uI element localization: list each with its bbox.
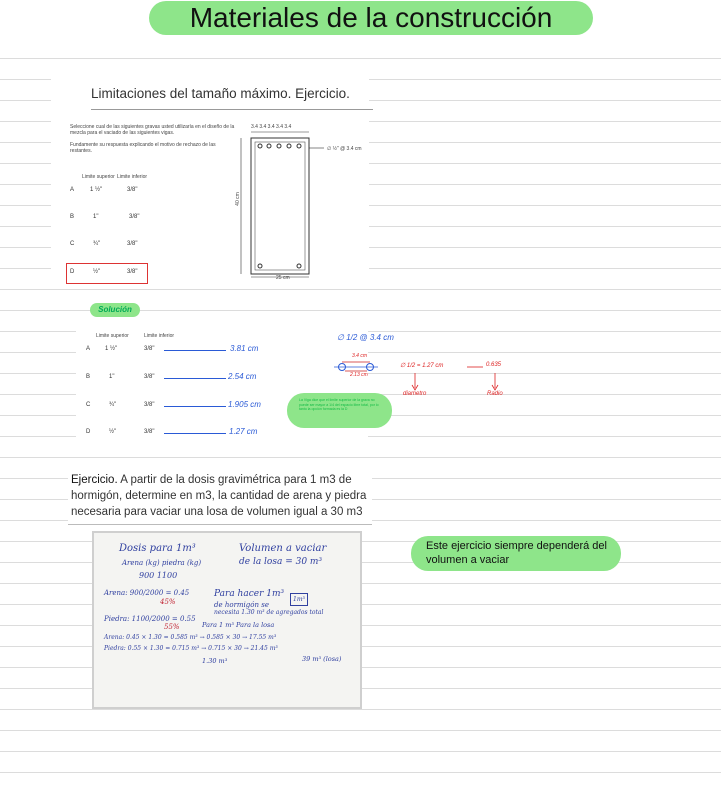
exercise-text: A partir de la dosis gravimétrica para 1 m3 de hormigón, determine en m3, la cantidad de arena y piedra necesaria para vaciar una losa de volumen igual a 30 m3 (71, 474, 367, 518)
slide-title: Limitaciones del tamaño máximo. Ejercicio. (91, 86, 350, 101)
board-cube: 1m³ (290, 593, 308, 606)
bar-label: ∅ ½" @ 3.4 cm (327, 146, 362, 152)
board-line-3: Arena (kg) piedra (kg) (122, 559, 202, 567)
sol-line-d (164, 433, 226, 434)
solution-note: La Viga dice que el limite superior de la grava no puede ser mayor a 1/4 del espacio libre total, por lo tanto la opción formada es la D (287, 393, 392, 428)
sol-lower-b: 3/8" (144, 374, 155, 380)
radius-value: 0.635 (486, 362, 502, 368)
beam-section-drawing (236, 120, 366, 280)
radius-label: Radio (487, 391, 503, 397)
sol-value-c: 1.905 cm (228, 400, 261, 409)
exercise-slide-1 (51, 66, 369, 288)
sol-lower-a: 3/8" (144, 346, 155, 352)
board-line-8: de hormigón se (214, 601, 269, 609)
board-line-1: Dosis para 1m³ (119, 543, 196, 554)
option-upper-d: ½" (93, 269, 101, 275)
option-lower-b: 3/8" (129, 214, 140, 220)
solution-label: Solución (90, 303, 140, 317)
sol-letter-a: A (86, 346, 91, 352)
sol-value-a: 3.81 cm (230, 344, 259, 353)
board-line-5: 900 1100 (139, 571, 178, 580)
slide2-underline (68, 524, 372, 525)
board-line-12: Arena: 0.45 × 1.30 = 0.585 m³ → 0.585 × 30 → 17.55 m³ (104, 634, 277, 641)
sol-lower-c: 3/8" (144, 402, 155, 408)
option-letter-b: B (70, 214, 75, 220)
sol-upper-b: 1" (109, 374, 115, 380)
board-line-6a: Arena: 900/2000 = 0.45 (104, 589, 190, 597)
board-line-6b: 45% (160, 598, 176, 606)
sol-letter-c: C (86, 402, 91, 408)
sol-letter-b: B (86, 374, 91, 380)
diameter-formula: ∅ 1/2 = 1.27 cm (400, 363, 444, 369)
sol-upper-d: ½" (109, 429, 117, 435)
sol-line-b (164, 378, 226, 379)
col-lower: Limite inferior (117, 174, 148, 180)
exercise-slide-2 (68, 466, 372, 524)
board-line-9: necesita 1.30 m³ de agregados total (214, 609, 324, 616)
board-line-2: Volumen a vaciar (239, 543, 327, 554)
option-upper-c: ¾" (93, 241, 101, 247)
beam-width: 25 cm (276, 275, 290, 281)
board-line-7: Para hacer 1m³ (214, 589, 285, 599)
option-upper-a: 1 ½" (90, 187, 103, 193)
phi-note: ∅ 1/2 @ 3.4 cm (337, 333, 394, 342)
spacing-top: 3.4 cm (352, 353, 368, 359)
board-line-11: Para 1 m³ Para la losa (202, 621, 275, 629)
exercise-prefix: Ejercicio. (71, 474, 118, 486)
sol-col-lower: Limite inferior (144, 333, 175, 339)
sol-col-upper: Limite superior (96, 333, 129, 339)
option-lower-c: 3/8" (127, 241, 138, 247)
sol-lower-d: 3/8" (144, 429, 155, 435)
option-lower-a: 3/8" (127, 187, 138, 193)
sol-upper-c: ¾" (109, 402, 117, 408)
sol-line-c (164, 406, 226, 407)
instruction-1: Seleccione cual de las siguientes gravas usted utilizaría en el diseño de la mezcla para el vaciado de las siguientes vigas. (70, 124, 235, 136)
instruction-2: Fundamente su respuesta explicando el motivo de rechazo de las restantes. (70, 142, 216, 154)
whiteboard-photo (92, 531, 362, 709)
sol-upper-a: 1 ½" (105, 346, 118, 352)
col-upper: Limite superior (82, 174, 115, 180)
title-underline (91, 109, 373, 110)
spacing-bottom: 2.13 cm (350, 372, 368, 378)
board-line-14: 1.30 m³ (202, 657, 228, 665)
page-title: Materiales de la construcción (149, 1, 593, 35)
board-line-13: Piedra: 0.55 × 1.30 = 0.715 m³ → 0.715 × 30 → 21.45 m³ (104, 645, 278, 652)
option-letter-c: C (70, 241, 75, 247)
sol-value-d: 1.27 cm (229, 427, 258, 436)
volume-note: Este ejercicio siempre dependerá del volumen a vaciar (411, 536, 621, 571)
board-line-10b: 55% (164, 623, 180, 631)
board-line-10a: Piedra: 1100/2000 = 0.55 (104, 615, 196, 623)
board-line-15: 39 m³ (losa) (302, 655, 342, 663)
option-upper-b: 1" (93, 214, 99, 220)
beam-height: 40 cm (234, 192, 241, 206)
option-letter-a: A (70, 187, 75, 193)
exercise-statement (68, 466, 372, 520)
option-lower-d: 3/8" (127, 269, 138, 275)
diameter-label: diametro (403, 391, 427, 397)
option-letter-d: D (70, 269, 75, 275)
board-line-4: de la losa = 30 m³ (239, 557, 323, 567)
spacing-labels: 3.4 3.4 3.4 3.4 3.4 (251, 124, 292, 130)
sol-line-a (164, 350, 226, 351)
sol-value-b: 2.54 cm (228, 372, 257, 381)
sol-letter-d: D (86, 429, 91, 435)
